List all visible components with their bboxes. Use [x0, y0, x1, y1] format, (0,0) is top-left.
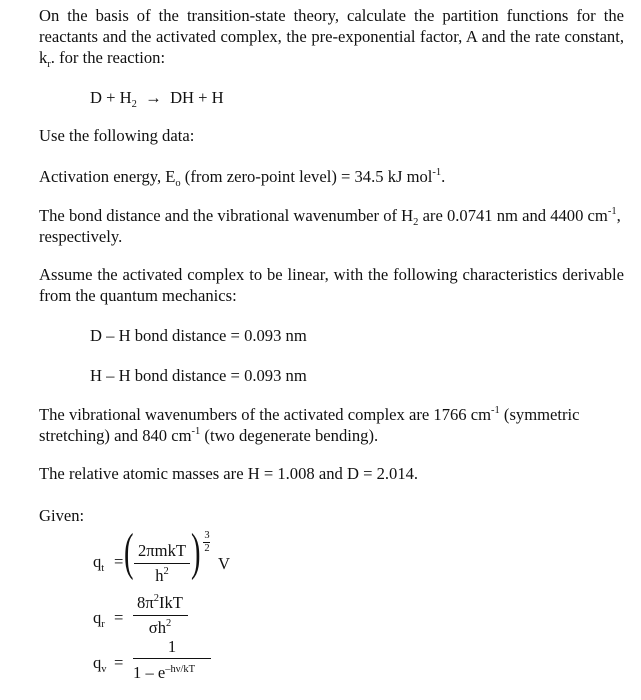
activation-energy: Activation energy, $E_o$ (from zero-point level) = 34.5 kJ mol$^{-1}$.: [39, 167, 446, 189]
given-heading: Given:: [39, 506, 85, 525]
complex-intro: Assume the activated complex to be linear, with the following characteristics derivable from the quantum mechanics:: [39, 265, 624, 305]
atomic-masses: The relative atomic masses are H = 1.008 and D = 2.014.: [39, 464, 419, 483]
hh-bond-distance: H – H bond distance = 0.093 nm: [90, 366, 307, 385]
dh-bond-distance: D – H bond distance = 0.093 nm: [90, 326, 307, 345]
complex-vibrations: The vibrational wavenumbers of the activated complex are 1766 $cm^{-1}$ (symmetric stretching) and 840 $cm^{-1}$ (two degenerate bending).: [39, 405, 580, 445]
right-paren: ): [191, 524, 201, 581]
arrow-icon: →: [145, 88, 162, 107]
problem-intro: On the basis of the transition-state theory, calculate the partition functions for the reactants and the activated complex, the pre-exponential factor, A and the rate constant, $k_r$. for the reaction:: [39, 6, 624, 70]
fraction-bar: [133, 615, 188, 616]
fraction-bar: [134, 563, 190, 564]
reaction-equation: $D + H_2$ → DH + H: [90, 88, 224, 110]
data-heading: Use the following data:: [39, 126, 195, 145]
document-page: On the basis of the transition-state theory, calculate the partition functions for the reactants and the activated complex, the pre-exponential factor, A and the rate constant, $k_r$. for the reaction: $D + H_2$ → DH + H Use the following data: Activation energy, $E_o$ (from zero-point level) = 34.5 kJ mol$^{-1}$. The bond distance and the vibrational wavenumber of $H_2$ are 0.0741 nm and 4400 $cm^{-1}$, respectively. Assume the activated complex to be linear, with the following characteristics derivable from the quantum mechanics: D – H bond distance = 0.093 nm H – H bond distance = 0.093 nm The vibrational wavenumbers of the activated complex are 1766 $cm^{-1}$ (symmetric stretching) and 840 $cm^{-1}$ (two degenerate bending). The relative atomic masses are H = 1.008 and D = 2.014. Given: $q_t$ = ( 2πmkT $h^2$ ) 3 2 V $q_r$ = $8\pi^2IkT$ $\sigma h^2$ $q_v$ = 1 $1 - e^{-h\nu/kT}$: [0, 0, 641, 700]
h2-bond-data: The bond distance and the vibrational wavenumber of $H_2$ are 0.0741 nm and 4400 $cm^{-1}$, respectively.: [39, 206, 621, 246]
fraction-bar: [133, 658, 211, 659]
left-paren: (: [124, 524, 134, 581]
